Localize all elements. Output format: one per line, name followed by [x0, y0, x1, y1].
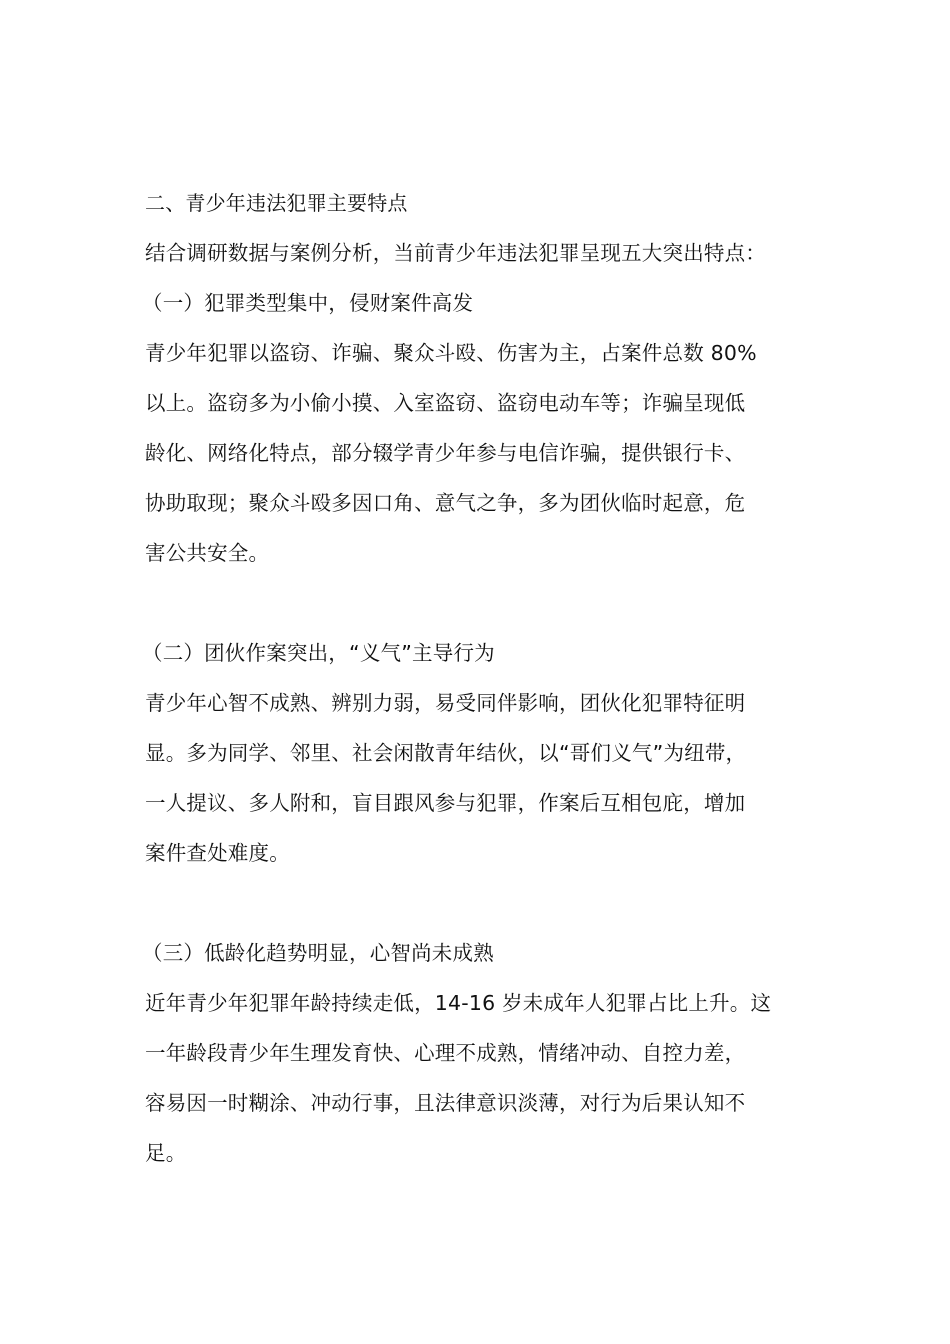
- section-title: 二、青少年违法犯罪主要特点: [145, 191, 408, 215]
- paragraph-line: 显。多为同学、邻里、社会闲散青年结伙，以“哥们义气”为纽带，: [145, 741, 747, 765]
- paragraph-line: 一人提议、多人附和，盲目跟风参与犯罪，作案后互相包庇，增加: [145, 791, 746, 815]
- paragraph-line: 容易因一时糊涂、冲动行事，且法律意识淡薄，对行为后果认知不: [145, 1091, 746, 1115]
- paragraph-line: 一年龄段青少年生理发育快、心理不成熟，情绪冲动、自控力差，: [145, 1041, 746, 1065]
- paragraph-line: 协助取现；聚众斗殴多因口角、意气之争，多为团伙临时起意，危: [145, 491, 746, 515]
- document-body: [142, 178, 835, 1178]
- paragraph-line: 近年青少年犯罪年龄持续走低，14-16 岁未成年人犯罪占比上升。这: [145, 991, 772, 1015]
- paragraph-spacer: [145, 578, 835, 628]
- paragraph-line: 案件查处难度。: [145, 841, 290, 865]
- subsection-heading-2: （二）团伙作案突出，“义气”主导行为: [142, 641, 495, 665]
- paragraph-line: 青少年心智不成熟、辨别力弱，易受同伴影响，团伙化犯罪特征明: [145, 691, 746, 715]
- paragraph-line: 青少年犯罪以盗窃、诈骗、聚众斗殴、伤害为主，占案件总数 80%: [145, 341, 757, 365]
- paragraph-line: 足。: [145, 1141, 187, 1165]
- intro-paragraph: 结合调研数据与案例分析，当前青少年违法犯罪呈现五大突出特点：: [145, 241, 766, 265]
- paragraph-line: 龄化、网络化特点，部分辍学青少年参与电信诈骗，提供银行卡、: [145, 441, 746, 465]
- paragraph-line: 害公共安全。: [145, 541, 270, 565]
- subsection-heading-1: （一）犯罪类型集中，侵财案件高发: [142, 291, 474, 315]
- subsection-heading-3: （三）低龄化趋势明显，心智尚未成熟: [142, 941, 494, 965]
- paragraph-spacer: [145, 878, 835, 928]
- paragraph-line: 以上。盗窃多为小偷小摸、入室盗窃、盗窃电动车等；诈骗呈现低: [145, 391, 746, 415]
